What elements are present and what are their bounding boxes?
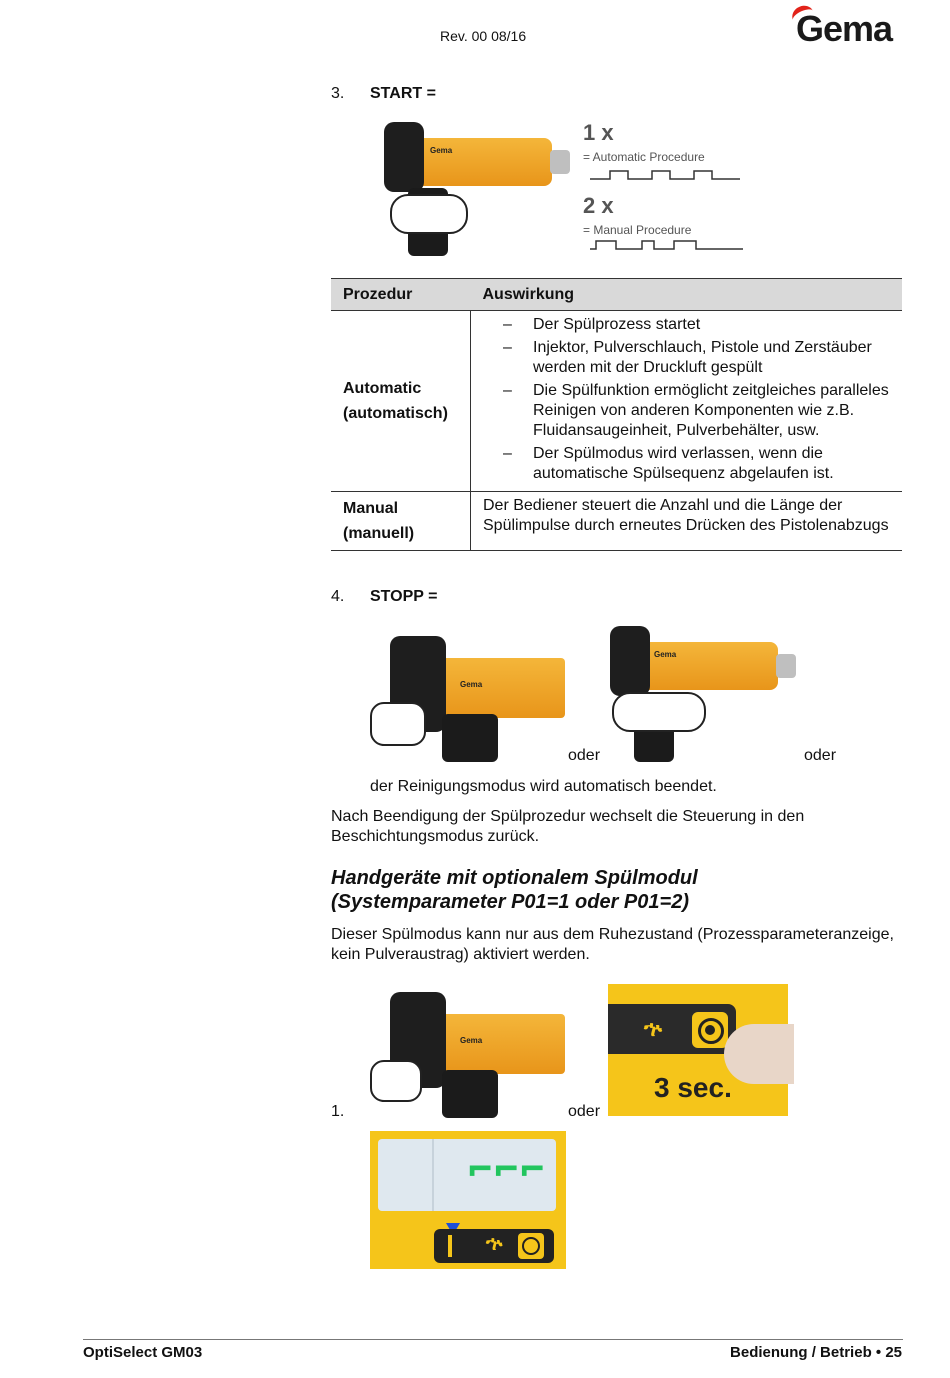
procedure-name: Manual xyxy=(343,500,399,517)
section-title-line: Handgeräte mit optionalem Spülmodul xyxy=(331,867,698,889)
step-4-number: 4. xyxy=(331,588,345,605)
gun-brand-label: Gema xyxy=(460,1036,483,1045)
spray-gun-trigger-figure xyxy=(604,622,799,762)
panel-button-row xyxy=(434,1229,554,1263)
footer-divider xyxy=(83,1339,903,1340)
after-text: Nach Beendigung der Spülprozedur wechselt die Steuerung in den Beschichtungsmodus zurück. xyxy=(331,808,805,845)
effect-manual: Der Bediener steuert die Anzahl und die Länge der Spülimpulse durch erneutes Drücken des Pistolenabzugs xyxy=(471,492,903,551)
step-3 xyxy=(331,85,436,103)
step-3-label: START = xyxy=(370,85,436,102)
table-row xyxy=(331,492,902,551)
gun-brand-label: Gema xyxy=(460,680,483,689)
section-title xyxy=(331,866,698,914)
rinse-button-icon xyxy=(692,1012,728,1048)
rinse-button-icon xyxy=(518,1233,544,1259)
proc-automatic-label: = Automatic Procedure xyxy=(583,150,705,164)
gun-brand-label: Gema xyxy=(654,650,677,659)
table-header-procedure: Prozedur xyxy=(331,279,471,311)
control-panel-press-figure xyxy=(608,984,788,1116)
effect-item: – Der Spülmodus wird verlassen, wenn die automatische Spülsequenz abgelaufen ist. xyxy=(483,444,890,484)
procedure-name: Automatic xyxy=(343,380,422,397)
or-label: oder xyxy=(804,747,837,764)
footer-product: OptiSelect GM03 xyxy=(83,1344,203,1361)
step-4-label: STOPP = xyxy=(370,588,438,605)
effects-automatic xyxy=(471,311,903,492)
section-title-line: (Systemparameter P01=1 oder P01=2) xyxy=(331,891,689,913)
finger-icon xyxy=(724,1024,794,1084)
nozzle-symbol-icon: ኍ xyxy=(644,1016,663,1041)
step-4 xyxy=(331,588,438,606)
procedure-table xyxy=(331,278,902,551)
spray-gun-trigger-figure xyxy=(382,118,572,258)
step-1-number: 1. xyxy=(331,1103,345,1120)
mult-1x: 1 x xyxy=(583,120,614,145)
revision-label: Rev. 00 08/16 xyxy=(440,28,527,44)
pulse-wave-manual xyxy=(590,238,745,252)
proc-manual-label: = Manual Procedure xyxy=(583,223,692,237)
nozzle-symbol-icon: ኍ xyxy=(486,1233,503,1255)
stop-result-text: der Reinigungsmodus wird automatisch beendet. xyxy=(370,778,717,795)
spray-gun-button-figure xyxy=(370,986,565,1118)
procedure-name-de: (automatisch) xyxy=(343,405,448,422)
effect-item: – Die Spülfunktion ermöglicht zeitgleiches paralleles Reinigen von anderen Komponenten wie z.B. Fluidansaugeinheit, Pulverbehälter, usw. xyxy=(483,381,890,441)
gema-logo xyxy=(790,4,910,48)
lcd-display xyxy=(378,1139,556,1211)
gun-brand-label: Gema xyxy=(430,146,453,155)
logo-text: Gema xyxy=(796,8,893,49)
section-intro: Dieser Spülmodus kann nur aus dem Ruhezustand (Prozessparameteranzeige, kein Pulveraustrag) aktiviert werden. xyxy=(331,926,894,963)
or-label: oder xyxy=(568,1103,601,1120)
spray-gun-button-figure xyxy=(370,630,565,762)
pulse-wave-automatic xyxy=(590,168,742,182)
panel-duration-label: 3 sec. xyxy=(654,1072,732,1103)
procedure-manual xyxy=(331,492,471,551)
procedure-automatic xyxy=(331,311,471,492)
procedure-name-de: (manuell) xyxy=(343,525,415,542)
table-row xyxy=(331,311,902,492)
footer-section-page: Bedienung / Betrieb • 25 xyxy=(730,1344,902,1361)
effect-item: – Injektor, Pulverschlauch, Pistole und Zerstäuber werden mit der Druckluft gespült xyxy=(483,338,890,378)
table-header-effect: Auswirkung xyxy=(471,279,903,311)
effect-item: – Der Spülprozess startet xyxy=(483,315,890,335)
mult-2x: 2 x xyxy=(583,193,614,218)
lcd-digits: ⌐⌐⌐ xyxy=(468,1147,547,1193)
or-label: oder xyxy=(568,747,601,764)
step-3-number: 3. xyxy=(331,85,345,102)
control-panel-display-figure xyxy=(370,1131,566,1269)
